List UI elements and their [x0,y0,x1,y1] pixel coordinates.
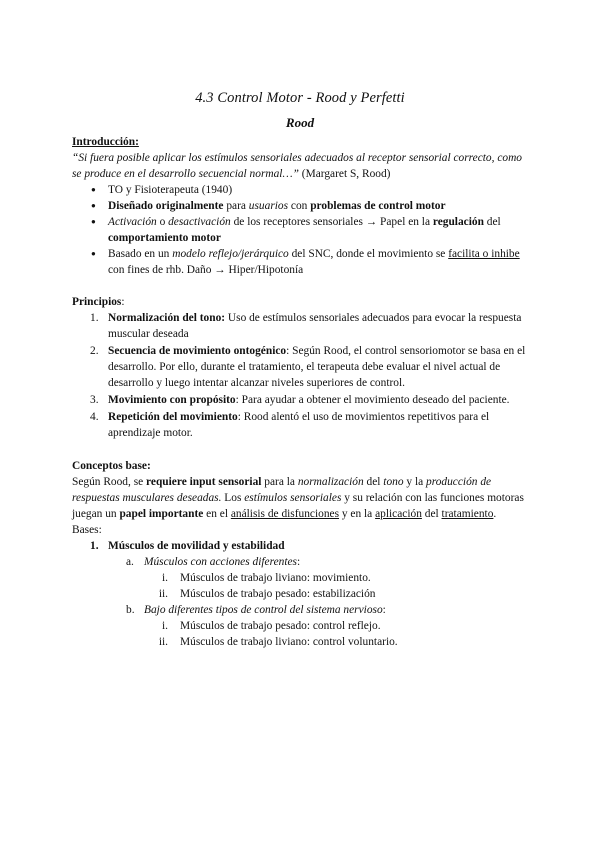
item-text: Músculos con acciones diferentes [144,556,297,568]
para-text: y su relación con las funciones motoras juegan un [72,492,524,520]
bullet-text: de los receptores sensoriales → Papel en la [230,216,433,228]
item-text: Músculos de trabajo pesado: estabilización [180,588,376,600]
bullet-text: del [483,216,501,228]
item-label: Repetición del movimiento [108,411,238,423]
bullet-bold: comportamiento motor [108,232,221,244]
principles-heading-colon: : [121,296,125,308]
list-item [72,246,528,278]
item-text: Músculos de movilidad y estabilidad [108,540,285,552]
item-letter: a. [126,556,134,568]
section-subtitle: Rood [285,115,315,130]
bullet-italic: usuarios [248,200,289,212]
list-item [72,634,528,650]
item-colon: : [382,604,386,616]
list-item [72,310,528,342]
list-item [72,198,528,214]
bullet-text: o [156,216,169,228]
item-number: 4. [90,411,99,423]
intro-bullet-list [72,182,528,278]
list-item [72,618,528,634]
para-underlined: aplicación [375,508,422,520]
para-italic: producción de respuestas musculares deseadas. [72,476,492,504]
list-item [72,409,528,441]
para-text: Según Rood, se [72,476,147,488]
item-text: Músculos de trabajo liviano: control voluntario. [180,636,398,648]
item-text: Bajo diferentes tipos de control del sistema nervioso [144,604,383,616]
list-item [72,570,528,586]
list-item [72,586,528,602]
item-colon: : [297,556,301,568]
bullet-underlined: facilita o inhibe [448,248,520,260]
item-roman: i. [161,620,168,632]
list-item [72,602,528,618]
bullet-italic: Activación [108,216,157,228]
para-italic: normalización [297,476,364,488]
principles-heading-text: Principios [72,296,122,308]
concepts-heading: Conceptos base: [72,460,151,472]
para-italic: estímulos sensoriales [244,492,342,504]
item-text: : Rood alentó el uso de movimientos repetitivos para el aprendizaje motor. [108,411,490,439]
para-text: en el [203,508,231,520]
spacer [72,278,528,294]
para-text: Los [221,492,245,504]
bullet-text: con fines de rhb. Daño → Hiper/Hipotonía [108,264,304,276]
item-letter: b. [126,604,135,616]
item-text: : Según Rood, el control sensoriomotor se basa en el desarrollo. Por ello, durante el tratamiento, el terapeuta debe evaluar el nivel actual de desarrollo y luego intentar alcanzar niveles superiores de control. [108,345,526,389]
quote-text: “Si fuera posible aplicar los estímulos sensoriales adecuados al receptor sensorial correcto, como se produce en el desarrollo secuencial normal…” [72,152,522,180]
bullet-text: Basado en un [108,248,173,260]
item-number: 1. [90,540,99,552]
list-item [72,182,528,198]
bullet-bold: regulación [432,216,484,228]
item-text: Músculos de trabajo pesado: control reflejo. [180,620,381,632]
para-text: del [363,476,384,488]
item-number: 3. [90,394,99,406]
intro-heading: Introducción: [72,136,139,148]
para-underlined: análisis de disfunciones [230,508,340,520]
para-italic: tono [383,476,404,488]
bullet-text: con [288,200,311,212]
principles-list [72,310,528,441]
bullet-text: del SNC, donde el movimiento se [288,248,449,260]
quote-author: (Margaret S, Rood) [298,168,391,180]
spacer [72,442,528,458]
item-text: : Para ayudar a obtener el movimiento deseado del paciente. [235,394,510,406]
bullet-text: para [223,200,249,212]
bullet-text: TO y Fisioterapeuta (1940) [108,184,233,196]
item-roman: ii. [158,636,168,648]
list-item [72,214,528,246]
page-title: 4.3 Control Motor - Rood y Perfetti [195,90,405,106]
para-text: . Bases: [72,508,497,536]
para-text: del [421,508,442,520]
list-item [72,554,528,570]
list-item [72,343,528,391]
intro-quote [72,150,528,182]
principles-heading [72,294,528,310]
bullet-bold: Diseñado originalmente [108,200,224,212]
para-text: y la [403,476,427,488]
list-item [72,392,528,408]
document-page [72,90,528,650]
item-roman: ii. [158,588,168,600]
para-underlined: tratamiento [441,508,494,520]
item-label: Movimiento con propósito [108,394,236,406]
item-roman: i. [161,572,168,584]
item-number: 1. [90,312,99,324]
para-text: para la [261,476,298,488]
bullet-bold: problemas de control motor [310,200,446,212]
para-bold: requiere input sensorial [146,476,262,488]
para-bold: papel importante [119,508,204,520]
list-item [72,538,528,554]
item-text: Uso de estímulos sensoriales adecuados para evocar la respuesta muscular deseada [108,312,522,340]
item-label: Normalización del tono: [108,312,226,324]
item-text: Músculos de trabajo liviano: movimiento. [180,572,371,584]
item-number: 2. [90,345,99,357]
item-label: Secuencia de movimiento ontogénico [108,345,287,357]
para-text: y en la [339,508,376,520]
bullet-italic: desactivación [168,216,231,228]
bullet-italic: modelo reflejo/jerárquico [172,248,289,260]
concepts-paragraph [72,474,528,538]
